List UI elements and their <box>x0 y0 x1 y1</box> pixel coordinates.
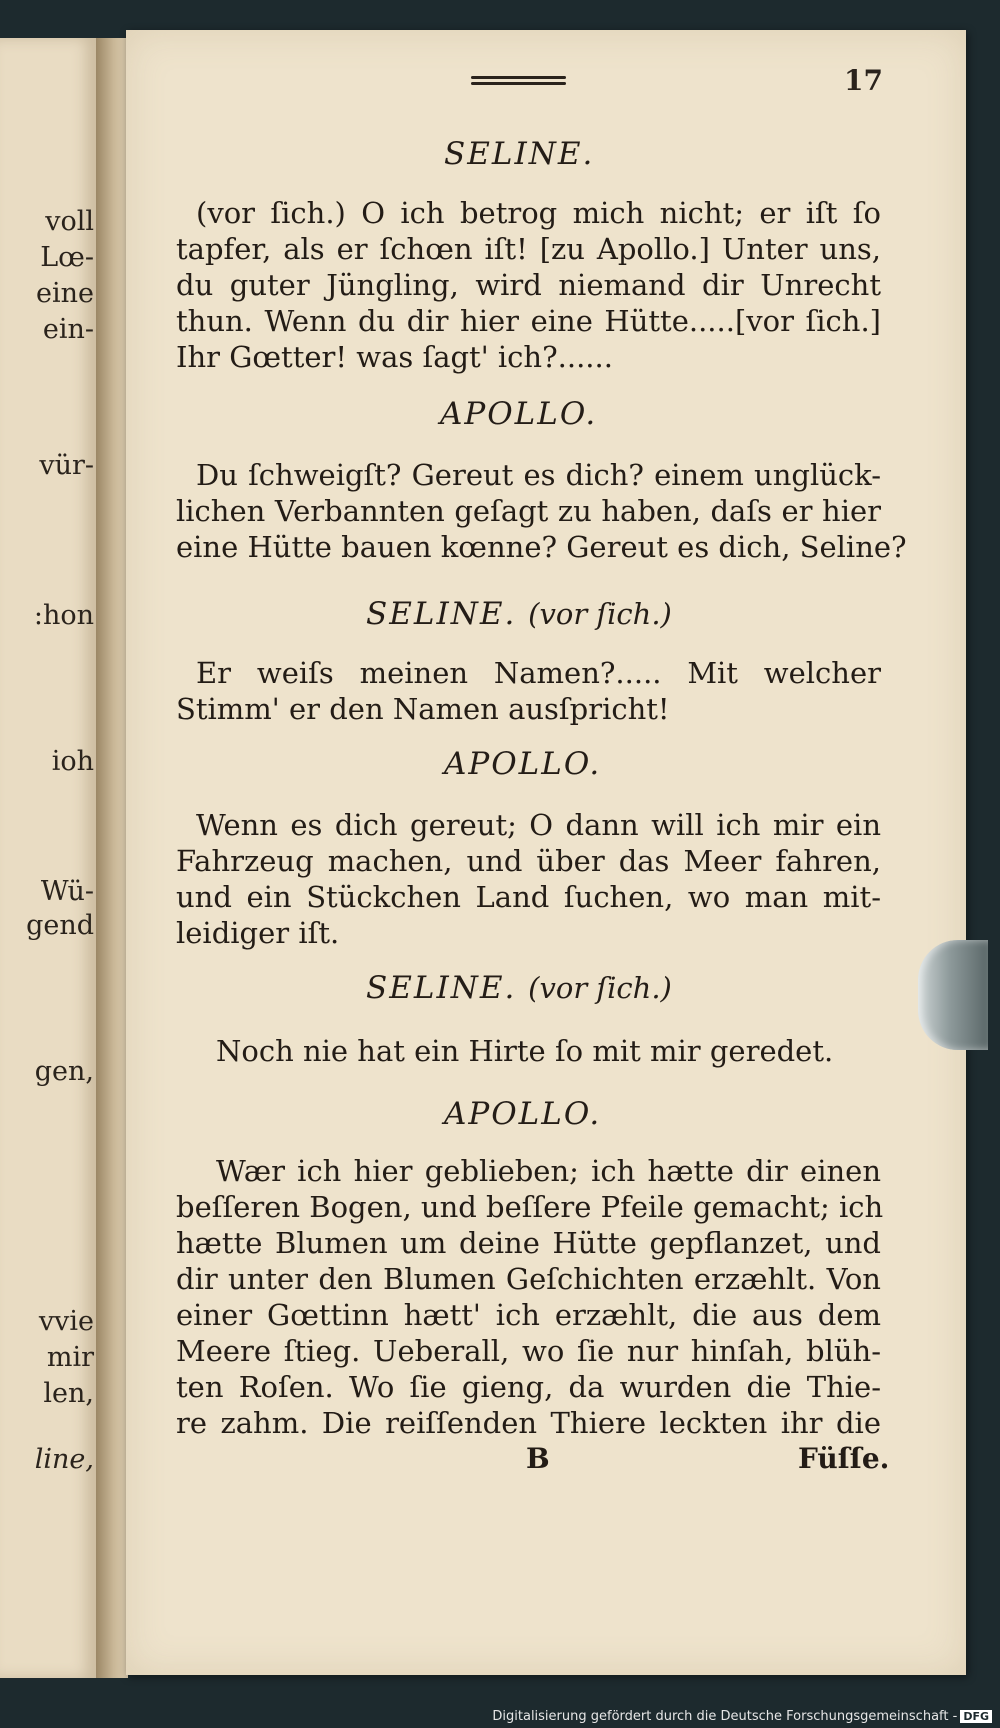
text-line: beſſeren Bogen, und beſſere Pfeile gemacht; ich <box>176 1190 884 1224</box>
catchword: Füſſe. <box>798 1442 890 1475</box>
text-line: tapfer, als er ſchœn iſt! [zu Apollo.] Unter uns, <box>176 232 881 266</box>
text-line: Wær ich hier geblieben; ich hætte dir einen <box>216 1154 881 1188</box>
book-gutter <box>96 38 128 1678</box>
text-line: (vor ſich.) O ich betrog mich nicht; er iſt ſo <box>196 196 881 230</box>
text-line: re zahm. Die reiſſenden Thiere leckten ihr die <box>176 1406 881 1440</box>
speaker-name: SELINE. <box>366 596 517 632</box>
left-page-fragment: Wü- <box>40 876 94 907</box>
text-line: Stimm' er den Namen ausſpricht! <box>176 692 670 726</box>
funding-text: Digitalisierung gefördert durch die Deutsche Forschungsgemeinschaft - <box>492 1709 958 1724</box>
previous-page-edge <box>0 38 98 1678</box>
left-page-fragment: gend <box>26 910 94 941</box>
text-line: ten Roſen. Wo ſie gieng, da wurden die Thie- <box>176 1370 881 1404</box>
speaker-heading: APOLLO. <box>444 1096 602 1132</box>
speaker-name: SELINE. <box>366 970 517 1006</box>
left-page-fragment: :hon <box>33 600 94 631</box>
signature-mark: B <box>526 1442 550 1475</box>
text-line: dir unter den Blumen Geſchichten erzæhlt. Von <box>176 1262 881 1296</box>
text-line: du guter Jüngling, wird niemand dir Unrecht <box>176 268 881 302</box>
text-line: Wenn es dich gereut; O dann will ich mir ein <box>196 808 881 842</box>
text-line: Du ſchweigſt? Gereut es dich? einem unglück- <box>196 458 881 492</box>
text-line: thun. Wenn du dir hier eine Hütte.....[vor ſich.] <box>176 304 881 338</box>
left-page-fragment: vvie <box>38 1306 94 1337</box>
left-page-fragment: len, <box>43 1378 94 1409</box>
funding-footer <box>492 1709 992 1724</box>
text-line: eine Hütte bauen kœnne? Gereut es dich, Seline? <box>176 530 907 564</box>
speaker-heading <box>366 596 672 632</box>
left-page-fragment: mir <box>46 1342 94 1373</box>
text-line: Noch nie hat ein Hirte ſo mit mir geredet. <box>216 1034 834 1068</box>
book-page <box>126 30 966 1675</box>
text-line: hætte Blumen um deine Hütte gepflanzet, und <box>176 1226 881 1260</box>
text-line: einer Gœttinn hætt' ich erzæhlt, die aus dem <box>176 1298 881 1332</box>
left-page-fragment: eine <box>36 278 94 309</box>
text-line: Fahrzeug machen, und über das Meer fahren, <box>176 844 881 878</box>
text-line: Ihr Gœtter! was ſagt' ich?...... <box>176 340 613 374</box>
left-page-fragment: line, <box>34 1444 94 1475</box>
page-clip <box>918 940 988 1050</box>
text-line: lichen Verbannten geſagt zu haben, daſs er hier <box>176 494 881 528</box>
speaker-heading: APOLLO. <box>440 396 598 432</box>
left-page-fragment: Lœ- <box>40 242 94 273</box>
left-page-fragment: vür- <box>39 450 94 481</box>
left-page-fragment: ioh <box>51 746 94 777</box>
text-line: und ein Stückchen Land ſuchen, wo man mit- <box>176 880 881 914</box>
left-page-fragment: ein- <box>42 314 94 345</box>
speaker-heading: SELINE. <box>444 136 595 172</box>
header-ornament <box>471 76 566 86</box>
text-line: Er weiſs meinen Namen?..... Mit welcher <box>196 656 881 690</box>
left-page-fragment: gen, <box>34 1056 94 1087</box>
text-line: leidiger iſt. <box>176 916 340 950</box>
stage-direction: (vor ſich.) <box>528 971 672 1005</box>
left-page-fragment: voll <box>45 206 94 237</box>
page-number: 17 <box>844 64 883 97</box>
dfg-logo: DFG <box>960 1710 992 1723</box>
speaker-heading <box>366 970 672 1006</box>
speaker-heading: APOLLO. <box>444 746 602 782</box>
text-line: Meere ſtieg. Ueberall, wo ſie nur hinſah, blüh- <box>176 1334 881 1368</box>
stage-direction: (vor ſich.) <box>528 597 672 631</box>
